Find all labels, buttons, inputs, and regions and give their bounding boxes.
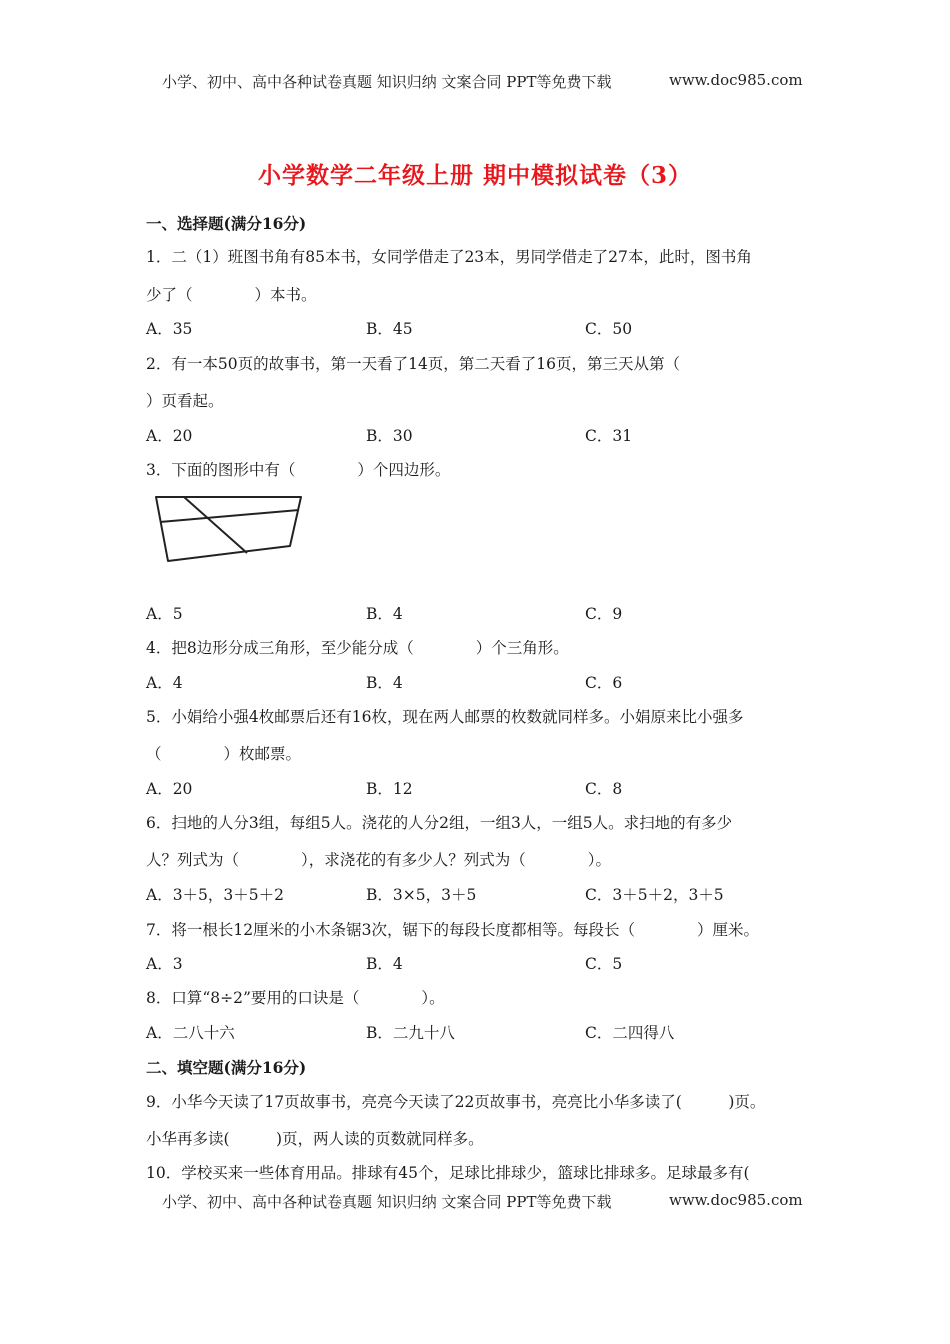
question-5-option-c[interactable]: C．8	[585, 780, 623, 798]
question-5-option-a[interactable]: A．20	[146, 780, 193, 798]
page-title: 小学数学二年级上册 期中模拟试卷（3）	[257, 162, 692, 189]
question-5-option-b[interactable]: B．12	[366, 780, 413, 798]
section-heading-fill: 二、填空题(满分16分)	[146, 1058, 307, 1077]
question-1-option-c[interactable]: C．50	[585, 320, 633, 338]
question-4-option-b[interactable]: B．4	[366, 674, 403, 692]
figure-diagonal-line	[184, 497, 247, 553]
question-3-line-1: 3．下面的图形中有（ ）个四边形。	[146, 461, 451, 479]
header-text: 小学、初中、高中各种试卷真题 知识归纳 文案合同 PPT等免费下载	[162, 73, 612, 91]
question-8-option-a[interactable]: A．二八十六	[146, 1024, 235, 1042]
question-6-option-c[interactable]: C．3＋5＋2，3＋5	[585, 886, 724, 904]
section-heading-choice: 一、选择题(满分16分)	[146, 214, 307, 233]
question-2-option-b[interactable]: B．30	[366, 427, 413, 445]
question-1-option-a[interactable]: A．35	[146, 320, 193, 338]
question-6-line-1: 6．扫地的人分3组，每组5人。浇花的人分2组，一组3人，一组5人。求扫地的有多少	[146, 814, 733, 832]
figure-outline	[156, 497, 301, 561]
question-7-option-b[interactable]: B．4	[366, 955, 403, 973]
question-5-line-2: （ ）枚邮票。	[146, 745, 302, 763]
question-6-line-2: 人？列式为（ ），求浇花的有多少人？列式为（ ）。	[146, 851, 612, 869]
question-1-line-1: 1．二（1）班图书角有85本书，女同学借走了23本，男同学借走了27本，此时，图书角	[146, 248, 752, 266]
question-6-option-b[interactable]: B．3×5，3＋5	[366, 886, 477, 904]
question-9-line-1: 9．小华今天读了17页故事书，亮亮今天读了22页故事书，亮亮比小华多读了( )页。	[146, 1093, 766, 1111]
question-10-line-1: 10．学校买来一些体育用品。排球有45个，足球比排球少，篮球比排球多。足球最多有(	[146, 1164, 750, 1182]
question-2-option-a[interactable]: A．20	[146, 427, 193, 445]
question-2-line-2: ）页看起。	[146, 392, 224, 410]
question-8-line-1: 8．口算“8÷2”要用的口诀是（ ）。	[146, 989, 445, 1007]
footer-url[interactable]: www.doc985.com	[669, 1191, 803, 1209]
question-3-option-b[interactable]: B．4	[366, 605, 403, 623]
question-3-option-a[interactable]: A．5	[146, 605, 183, 623]
question-7-option-c[interactable]: C．5	[585, 955, 623, 973]
footer-text: 小学、初中、高中各种试卷真题 知识归纳 文案合同 PPT等免费下载	[162, 1193, 612, 1211]
question-9-line-2: 小华再多读( )页，两人读的页数就同样多。	[146, 1130, 484, 1148]
figure-horizontal-line	[160, 510, 299, 522]
question-2-option-c[interactable]: C．31	[585, 427, 633, 445]
question-7-line-1: 7．将一根长12厘米的小木条锯3次，锯下的每段长度都相等。每段长（ ）厘米。	[146, 921, 759, 939]
header-url[interactable]: www.doc985.com	[669, 71, 803, 89]
question-8-option-c[interactable]: C．二四得八	[585, 1024, 675, 1042]
question-3-option-c[interactable]: C．9	[585, 605, 623, 623]
question-6-option-a[interactable]: A．3＋5，3＋5＋2	[146, 886, 285, 904]
quadrilateral-figure	[151, 490, 311, 570]
question-1-option-b[interactable]: B．45	[366, 320, 413, 338]
question-7-option-a[interactable]: A．3	[146, 955, 183, 973]
question-5-line-1: 5．小娟给小强4枚邮票后还有16枚，现在两人邮票的枚数就同样多。小娟原来比小强多	[146, 708, 744, 726]
question-4-line-1: 4．把8边形分成三角形，至少能分成（ ）个三角形。	[146, 639, 569, 657]
question-2-line-1: 2．有一本50页的故事书，第一天看了14页，第二天看了16页，第三天从第（	[146, 355, 681, 373]
question-4-option-c[interactable]: C．6	[585, 674, 623, 692]
question-8-option-b[interactable]: B．二九十八	[366, 1024, 455, 1042]
question-1-line-2: 少了（ ）本书。	[146, 286, 317, 304]
question-4-option-a[interactable]: A．4	[146, 674, 183, 692]
